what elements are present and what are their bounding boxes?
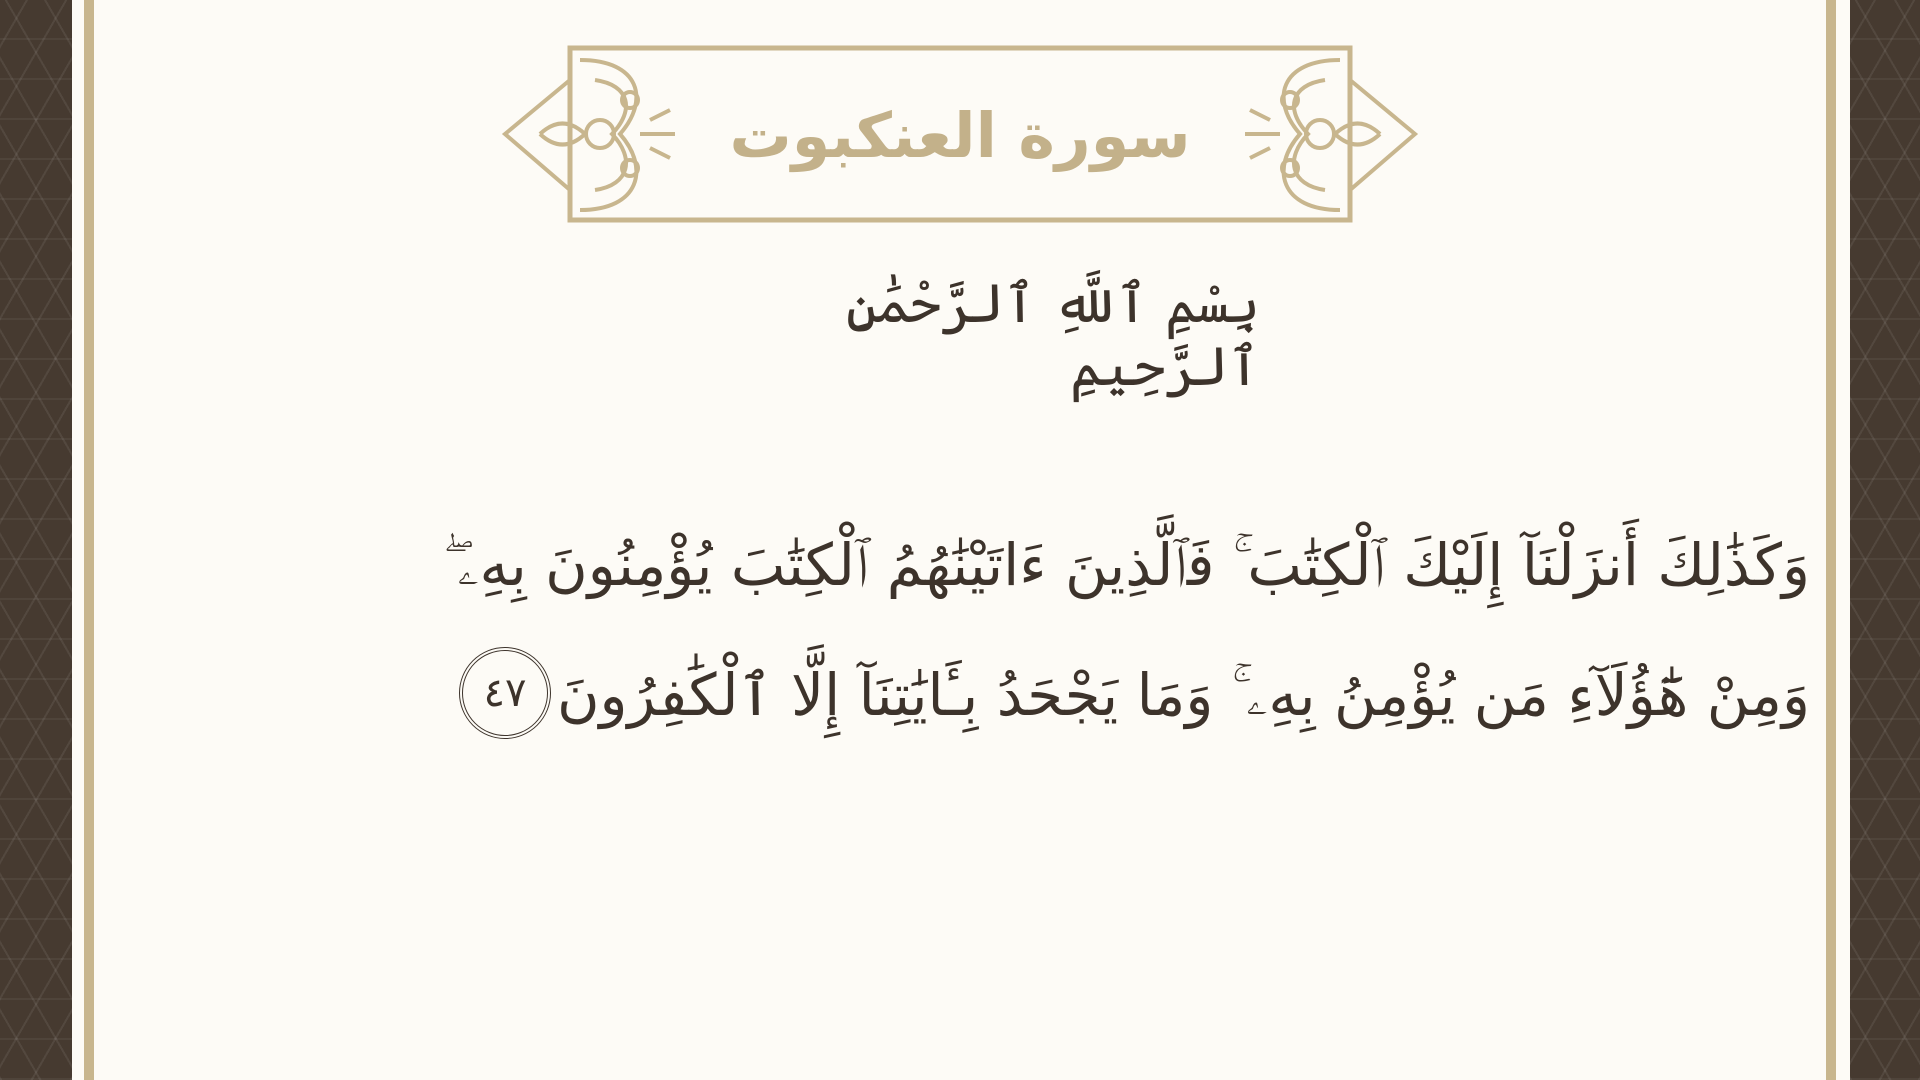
right-gold-rail xyxy=(1826,0,1836,1080)
left-gold-rail xyxy=(84,0,94,1080)
verse-line-2 xyxy=(300,630,1810,760)
ayah-number-marker: ٤٧ xyxy=(459,647,551,739)
right-decorative-border xyxy=(1850,0,1920,1080)
verse-line-2-text: وَمِنْ هَٰٓؤُلَآءِ مَن يُؤْمِنُ بِهِۦ ۚ وَمَا يَجْحَدُ بِـَٔايَٰتِنَآ إِلَّا ٱلْكَٰفِرُونَ xyxy=(556,661,1810,729)
verse-text xyxy=(300,500,1810,760)
verse-line-1: وَكَذَٰلِكَ أَنزَلْنَآ إِلَيْكَ ٱلْكِتَٰبَ ۚ فَٱلَّذِينَ ءَاتَيْنَٰهُمُ ٱلْكِتَٰبَ يُؤْمِنُونَ بِهِۦ ۖ xyxy=(442,531,1810,599)
right-inner-margin xyxy=(1836,0,1850,1080)
surah-title-cartouche xyxy=(500,40,1420,230)
left-decorative-border xyxy=(0,0,72,1080)
basmala-calligraphy: بِسْمِ ٱللَّهِ ٱلرَّحْمَٰنِ ٱلرَّحِيمِ xyxy=(845,272,1260,398)
surah-title: سورة العنكبوت xyxy=(729,98,1191,172)
left-inner-margin xyxy=(72,0,84,1080)
